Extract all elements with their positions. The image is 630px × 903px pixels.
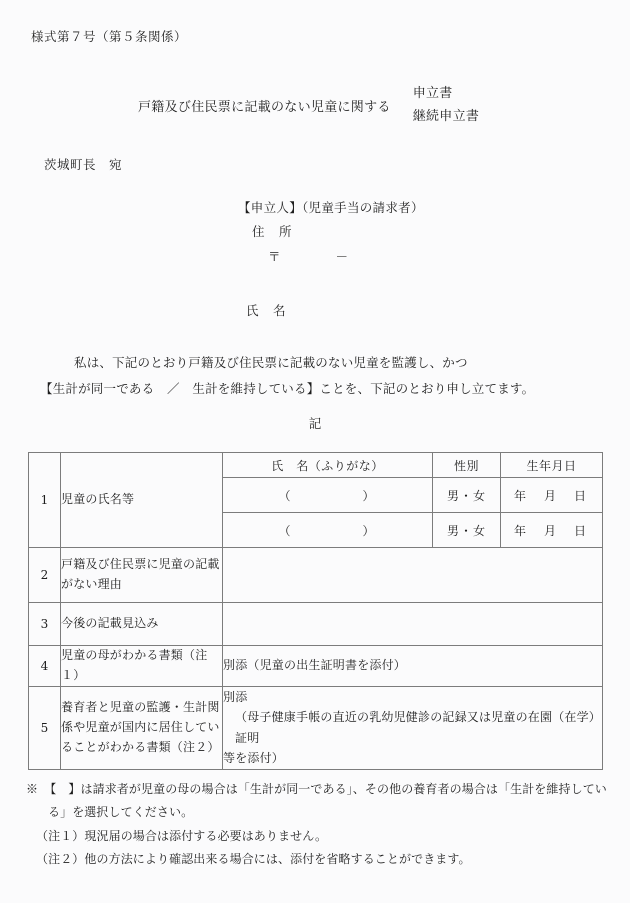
row-5-content-line-1: 別添 xyxy=(223,689,248,704)
row-number-5: 5 xyxy=(29,686,61,770)
row-number-3: 3 xyxy=(29,603,61,646)
notes-section xyxy=(26,778,616,872)
row-label-3: 今後の記載見込み xyxy=(61,603,223,646)
note-1: （注１）現況届の場合は添付する必要はありません。 xyxy=(36,828,328,843)
row-2-entry-field[interactable] xyxy=(223,548,603,603)
child-1-sex-field[interactable]: 男・女 xyxy=(433,478,501,513)
title-main-text: 戸籍及び住民票に記載のない児童に関する xyxy=(138,100,391,116)
row-label-1: 児童の氏名等 xyxy=(61,453,223,548)
applicant-block xyxy=(238,196,424,269)
row-number-4: 4 xyxy=(29,646,61,687)
row-label-2: 戸籍及び住民票に児童の記載がない理由 xyxy=(61,548,223,603)
table-row xyxy=(29,453,603,478)
child-1-dob-field[interactable]: 年 月 日 xyxy=(501,478,603,513)
form-table xyxy=(28,452,603,770)
child-2-sex-field[interactable]: 男・女 xyxy=(433,513,501,548)
title-kind-application: 申立書 xyxy=(412,86,453,101)
title-kind-continuation: 継続申立書 xyxy=(412,108,480,124)
table-row xyxy=(29,603,603,646)
row-5-entry-field[interactable] xyxy=(223,686,603,770)
applicant-name-label: 氏 名 xyxy=(246,303,287,318)
table-row xyxy=(29,686,603,770)
table-row xyxy=(29,548,603,603)
header-child-name: 氏 名（ふりがな） xyxy=(223,453,433,478)
header-child-sex: 性別 xyxy=(433,453,501,478)
table-row xyxy=(29,646,603,687)
addressee: 茨城町長 宛 xyxy=(44,157,123,172)
row-number-1: 1 xyxy=(29,453,61,548)
child-2-name-field[interactable]: （ ） xyxy=(223,513,433,548)
declaration-line-2: 【生計が同一である ／ 生計を維持している】ことを、下記のとおり申し立てます。 xyxy=(40,380,535,396)
child-2-dob-field[interactable]: 年 月 日 xyxy=(501,513,603,548)
child-1-name-field[interactable]: （ ） xyxy=(223,478,433,513)
row-3-entry-field[interactable] xyxy=(223,603,603,646)
row-label-5: 養育者と児童の監護・生計関係や児童が国内に居住していることがわかる書類（注２） xyxy=(61,686,223,770)
row-4-entry-field[interactable]: 別添（児童の出生証明書を添付） xyxy=(223,646,603,687)
header-child-dob: 生年月日 xyxy=(501,453,603,478)
row-number-2: 2 xyxy=(29,548,61,603)
note-star-line-1: ※ 【 】は請求者が児童の母の場合は「生計が同一である」、その他の養育者の場合は「生計を維持してい xyxy=(26,782,607,796)
row-label-4: 児童の母がわかる書類（注１） xyxy=(61,646,223,687)
ki-marker: 記 xyxy=(308,416,322,431)
note-star-line-2: る」を選択してください。 xyxy=(48,805,194,820)
form-number: 様式第７号（第５条関係） xyxy=(31,29,188,44)
declaration-text xyxy=(40,350,534,401)
row-5-content-line-3: 等を添付） xyxy=(223,751,285,766)
applicant-postal-code-field[interactable]: 〒 － xyxy=(268,248,350,264)
title-kind-list xyxy=(413,83,480,129)
applicant-address-label: 住 所 xyxy=(252,224,293,240)
note-2: （注２）他の方法により確認出来る場合には、添付を省略することができます。 xyxy=(36,852,471,867)
declaration-line-1: 私は、下記のとおり戸籍及び住民票に記載のない児童を監護し、かつ xyxy=(74,355,468,370)
applicant-heading: 【申立人】（児童手当の請求者） xyxy=(238,200,424,215)
document-title xyxy=(138,83,479,129)
row-5-content-line-2: （母子健康手帳の直近の乳幼児健診の記録又は児童の在園（在学）証明 xyxy=(235,710,602,745)
